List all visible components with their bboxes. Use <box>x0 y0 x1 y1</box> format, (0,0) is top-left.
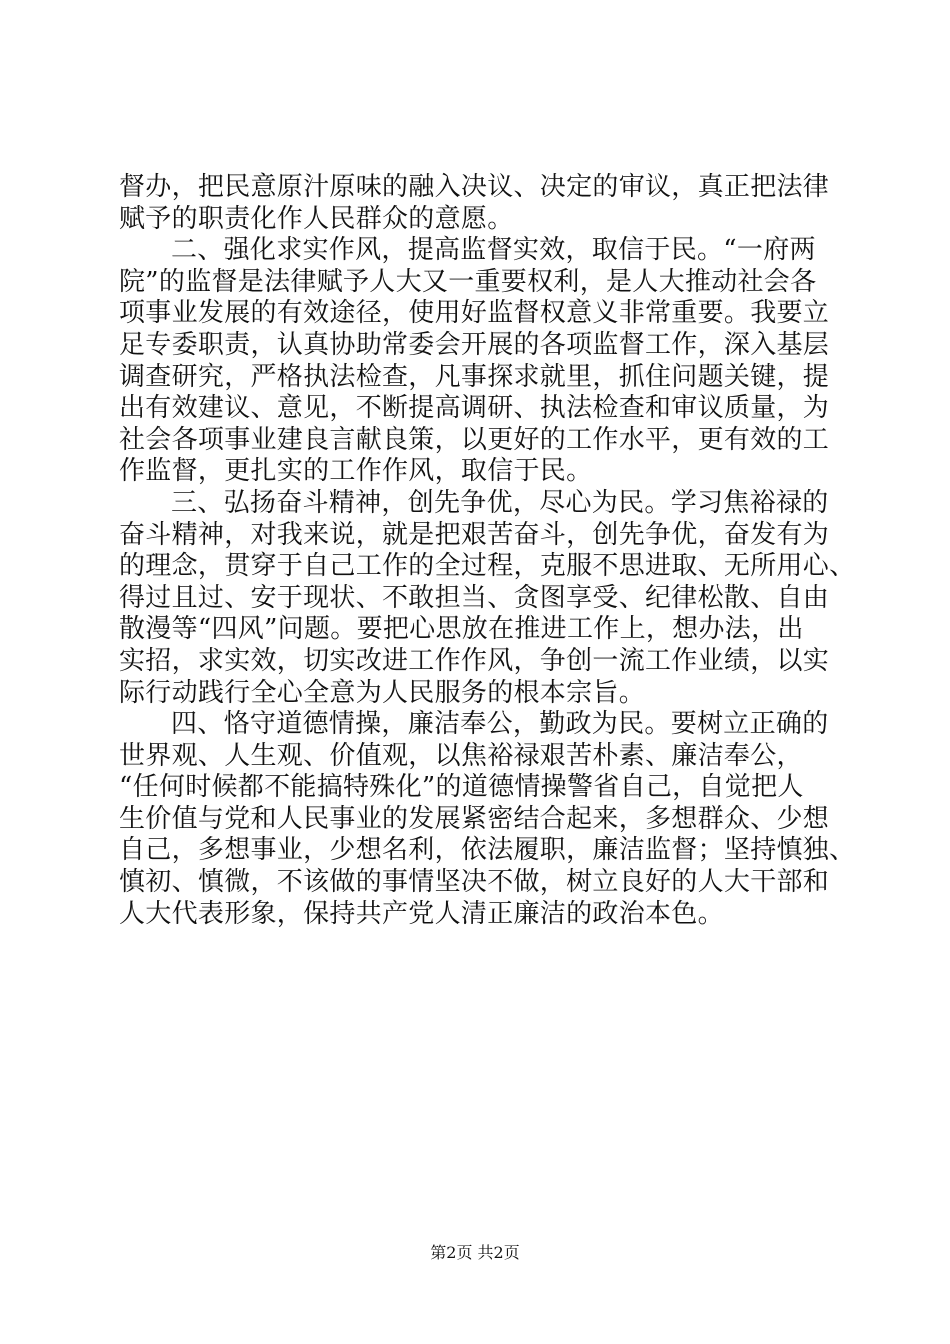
text-line: 出有效建议、意见，不断提高调研、执法检查和审议质量，为 <box>119 393 830 424</box>
section-three-first-line: 三、弘扬奋斗精神，创先争优，尽心为民。学习焦裕禄的 <box>171 487 829 518</box>
text-line: 得过且过、安于现状、不敢担当、贪图享受、纪律松散、自由 <box>119 582 830 613</box>
text-line: 社会各项事业建良言献良策，以更好的工作水平，更有效的工 <box>119 424 830 455</box>
text-line: 奋斗精神，对我来说，就是把艰苦奋斗，创先争优，奋发有为 <box>119 519 830 550</box>
text-line: 世界观、人生观、价值观，以焦裕禄艰苦朴素、廉洁奉公， <box>119 740 803 771</box>
text-line: 督办，把民意原汁原味的融入决议、决定的审议，真正把法律 <box>119 172 830 202</box>
text-line: “任何时候都不能搞特殊化”的道德情操警省自己，自觉把人 <box>119 772 804 803</box>
text-line: 的理念，贯穿于自己工作的全过程，克服不思进取、无所用心、 <box>119 551 856 582</box>
section-two-first-line: 二、强化求实作风，提高监督实效，取信于民。“一府两 <box>171 235 816 266</box>
text-line: 调查研究，严格执法检查，凡事探求就里，抓住问题关键，提 <box>119 361 830 392</box>
text-line: 际行动践行全心全意为人民服务的根本宗旨。 <box>119 677 646 708</box>
page-number-footer: 第2页 共2页 <box>430 1243 520 1262</box>
text-line: 赋予的职责化作人民群众的意愿。 <box>119 203 514 234</box>
text-line: 慎初、慎微，不该做的事情坚决不做，树立良好的人大干部和 <box>119 867 830 898</box>
text-line: 作监督，更扎实的工作作风，取信于民。 <box>119 456 593 487</box>
section-four-first-line: 四、恪守道德情操，廉洁奉公，勤政为民。要树立正确的 <box>171 709 829 740</box>
text-line: 项事业发展的有效途径，使用好监督权意义非常重要。我要立 <box>119 298 830 329</box>
text-line: 散漫等“四风”问题。要把心思放在推进工作上，想办法，出 <box>119 614 804 645</box>
text-line: 足专委职责，认真协助常委会开展的各项监督工作，深入基层 <box>119 329 830 360</box>
text-line: 实招，求实效，切实改进工作作风，争创一流工作业绩，以实 <box>119 645 830 676</box>
body-text <box>119 172 856 930</box>
text-line: 院”的监督是法律赋予人大又一重要权利，是人大推动社会各 <box>119 266 817 297</box>
text-line: 自己，多想事业，少想名利，依法履职，廉洁监督；坚持慎独、 <box>119 835 856 866</box>
text-line: 生价值与党和人民事业的发展紧密结合起来，多想群众、少想 <box>119 803 830 834</box>
text-line: 人大代表形象，保持共产党人清正廉洁的政治本色。 <box>119 898 724 929</box>
